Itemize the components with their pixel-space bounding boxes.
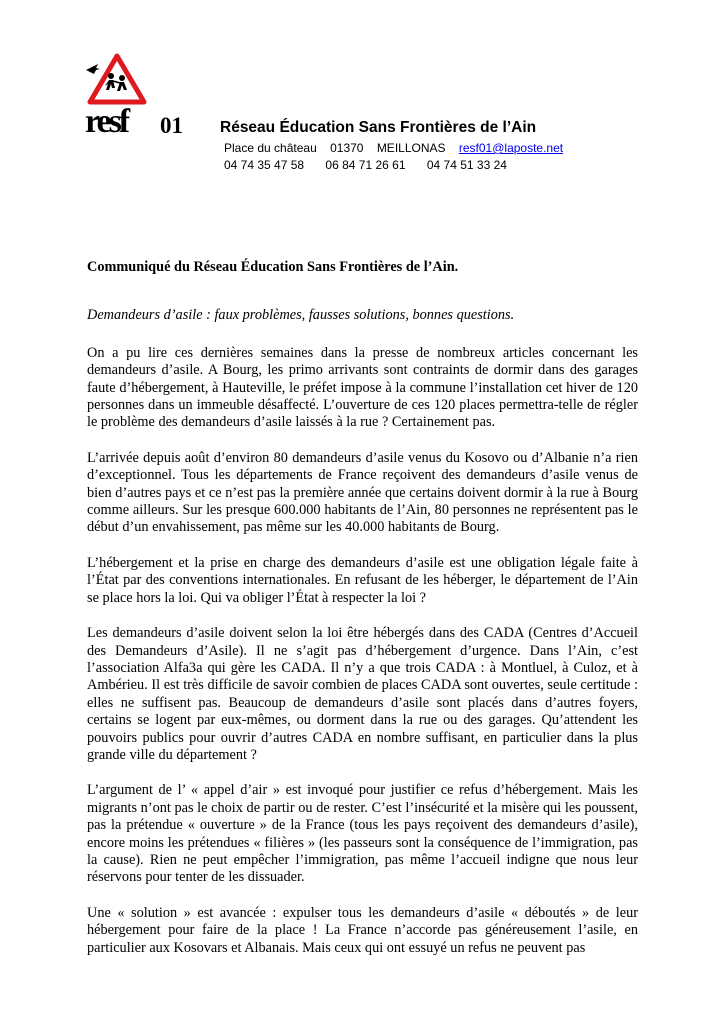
- organization-name: Réseau Éducation Sans Frontières de l’Ain: [220, 119, 537, 136]
- paragraph-5: L’argument de l’ « appel d’air » est invoqué pour justifier ce refus d’hébergement. Mais les migrants n’ont pas le choix de partir ou de rester. C’est l’insécurité et la misère qui les poussent, pas la prétendue « ouverture » de la France (tous les pays reçoivent des demandeurs d’asile), encore moins les prétendues « filières » (les passeurs sont la conséquence de l’immigration, pas la cause). Rien ne peut empêcher l’immigration, pas même l’accueil indigne que nous leur réservons pour tenter de les dissuader.: [87, 782, 638, 886]
- paragraph-3: L’hébergement et la prise en charge des demandeurs d’asile est une obligation légale faite à l’État par des conventions internationales. En refusant de les héberger, le département de l’Ain se place hors la loi. Qui va obliger l’État à respecter la loi ?: [87, 554, 638, 606]
- resf-logo: [84, 50, 150, 140]
- paragraph-6: Une « solution » est avancée : expulser tous les demandeurs d’asile « déboutés » de leur hébergement pour faire de la place ! La France n’accorde pas généreusement l’asile, en particulier aux Kosovars et Albanais. Mais ceux qui ont essuyé un refus ne peuvent pas: [87, 904, 638, 956]
- address-line: [224, 141, 563, 155]
- address-postal: 01370: [330, 141, 364, 155]
- document-title: Communiqué du Réseau Éducation Sans Frontières de l’Ain.: [87, 259, 459, 275]
- address-street: Place du château: [224, 141, 317, 155]
- department-number: 01: [160, 113, 183, 138]
- paragraph-2: L’arrivée depuis août d’environ 80 demandeurs d’asile venus du Kosovo ou d’Albanie n’a rien d’exceptionnel. Tous les départements de France reçoivent des demandeurs d’asile venus de bien d’autres pays et ce n’est pas la première année que certains doivent dormir à la rue à Bourg comme ailleurs. Sur les presque 600.000 habitants de l’Ain, 80 personnes ne représentent pas le début d’un envahissement, pas même sur les 40.000 habitants de Bourg.: [87, 449, 638, 536]
- paragraph-1: On a pu lire ces dernières semaines dans la presse de nombreux articles concernant les demandeurs d’asile. A Bourg, les primo arrivants sont contraints de dormir dans des garages faute d’hébergement, à Hauteville, le préfet impose à la commune l’installation cet hiver de 120 personnes dans un immeuble désaffecté. L’ouverture de ces 120 places permettra-telle de régler le problème des demandeurs d’asile laissés à la rue ? Certainement pas.: [87, 344, 638, 431]
- document-subtitle: Demandeurs d’asile : faux problèmes, fausses solutions, bonnes questions.: [87, 307, 515, 324]
- phone-numbers: [224, 158, 525, 172]
- email-prefix: resf: [458, 141, 479, 155]
- email-link[interactable]: [459, 141, 563, 155]
- document-body: [87, 259, 638, 957]
- email-rest: 01@laposte.net: [478, 141, 564, 155]
- phone-2: 06 84 71 26 61: [325, 158, 406, 172]
- paragraph-4: Les demandeurs d’asile doivent selon la loi être hébergés dans des CADA (Centres d’Accueil des Demandeurs d’Asile). Il ne s’agit pas d’hébergement d’urgence. Dans l’Ain, c’est l’association Alfa3a qui gère les CADA. Il n’y a que trois CADA : à Montluel, à Culoz, et à Ambérieu. Il est très difficile de savoir combien de places CADA sont ouvertes, seule certitude : elles ne suffisent pas. Beaucoup de demandeurs d’asile sont placés dans d’autres foyers, certains se logent par eux-mêmes, ou dorment dans la rue ou des garages. Qu’attendent les pouvoirs publics pour ouvrir d’autres CADA en nombre suffisant, en particulier dans la plus grande ville du département ?: [87, 625, 638, 763]
- phone-1: 04 74 35 47 58: [224, 158, 305, 172]
- address-city: MEILLONAS: [376, 141, 446, 155]
- phone-3: 04 74 51 33 24: [426, 158, 507, 172]
- logo-text: resf: [85, 103, 128, 140]
